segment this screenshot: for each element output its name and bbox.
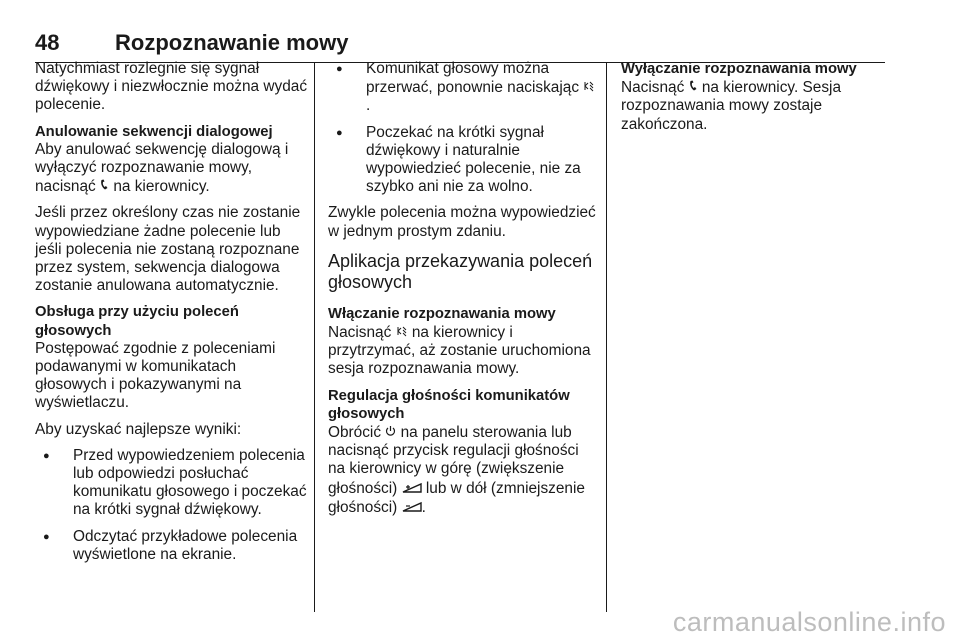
disable-text-b: na kierownicy. Sesja rozpoznawania mowy zostaje zakończona. — [621, 79, 842, 133]
enable-paragraph — [328, 323, 598, 379]
volume-text-c: lub w dół (zmniejszenie głośności) — [328, 479, 585, 516]
cancel-paragraph — [35, 141, 307, 197]
volume-heading: Regulacja głośności komunikatów głosowych — [328, 387, 570, 422]
power-knob-icon — [385, 423, 396, 441]
page-header — [35, 14, 885, 55]
tips-list-continued — [328, 60, 598, 196]
usually-paragraph: Zwykle polecenia można wypowiedzieć w jednym prostym zdaniu. — [328, 204, 596, 240]
volume-text-a: Obrócić — [328, 424, 382, 442]
list-item — [328, 60, 598, 116]
page-title: Rozpoznawanie mowy — [115, 30, 349, 55]
intro-paragraph: Natychmiast rozlegnie się sygnał dźwiękowy i niezwłocznie można wydać polecenie. — [35, 60, 308, 114]
enable-text-a: Nacisnąć — [328, 324, 392, 342]
list-item: ● Poczekać na krótki sygnał dźwiękowy i naturalnie wypowiedzieć polecenie, nie za szybko ani nie za wolno. — [328, 124, 598, 197]
volume-up-icon — [402, 479, 422, 497]
list-item: ● Odczytać przykładowe polecenia wyświetlone na ekranie. — [35, 528, 307, 564]
hang-up-phone-icon — [689, 78, 698, 96]
cancel-heading: Anulowanie sekwencji dialogowej — [35, 123, 273, 140]
disable-paragraph — [621, 78, 871, 134]
cancel-text-a: Aby anulować sekwencję dialogową i wyłączyć rozpoznawanie mowy, nacisnąć — [35, 140, 289, 196]
section-heading: Aplikacja przekazywania poleceń głosowych — [328, 250, 593, 292]
watermark: carmanualsonline.info — [672, 607, 946, 637]
operation-paragraph: Postępować zgodnie z poleceniami podawanymi w komunikatach głosowych i pokazywanymi na wyświetlaczu. — [35, 339, 276, 412]
disable-heading: Wyłączanie rozpoznawania mowy — [621, 61, 857, 77]
column-divider-2 — [606, 62, 607, 612]
column-1 — [35, 60, 307, 572]
volume-text-d: . — [421, 498, 426, 516]
voice-command-icon — [396, 323, 408, 341]
column-2 — [328, 60, 598, 525]
disable-text-a: Nacisnąć — [621, 79, 685, 97]
bullet-1-text-a: Komunikat głosowy można przerwać, ponownie naciskając — [366, 60, 580, 97]
enable-heading: Włączanie rozpoznawania mowy — [328, 305, 556, 322]
list-item: ● Przed wypowiedzeniem polecenia lub odpowiedzi posłuchać komunikatu głosowego i poczekać na krótki sygnał dźwiękowy. — [35, 447, 307, 520]
column-3 — [621, 60, 871, 142]
volume-text-b: na panelu sterowania lub nacisnąć przycisk regulacji głośności na kierownicy w górę (zwiększenie głośności) — [328, 424, 579, 497]
page-number: 48 — [35, 30, 60, 55]
operation-heading: Obsługa przy użyciu poleceń głosowych — [35, 304, 239, 339]
cancel-text-b: na kierownicy. — [113, 178, 210, 196]
column-divider-1 — [314, 62, 315, 612]
hang-up-phone-icon — [100, 177, 109, 195]
enable-text-b: na kierownicy i przytrzymać, aż zostanie uruchomiona sesja rozpoznawania mowy. — [328, 324, 591, 378]
voice-command-icon — [583, 78, 595, 96]
timeout-paragraph: Jeśli przez określony czas nie zostanie wypowiedziane żadne polecenie lub jeśli polecenia nie zostaną rozpoznane przez system, sekwencja dialogowa zostanie anulowana automatycznie. — [35, 204, 301, 295]
volume-paragraph — [328, 423, 598, 517]
bullet-1-text-b: . — [366, 97, 371, 115]
best-results-paragraph: Aby uzyskać najlepsze wyniki: — [35, 420, 242, 438]
tips-list — [35, 447, 307, 564]
volume-down-icon — [402, 498, 422, 516]
